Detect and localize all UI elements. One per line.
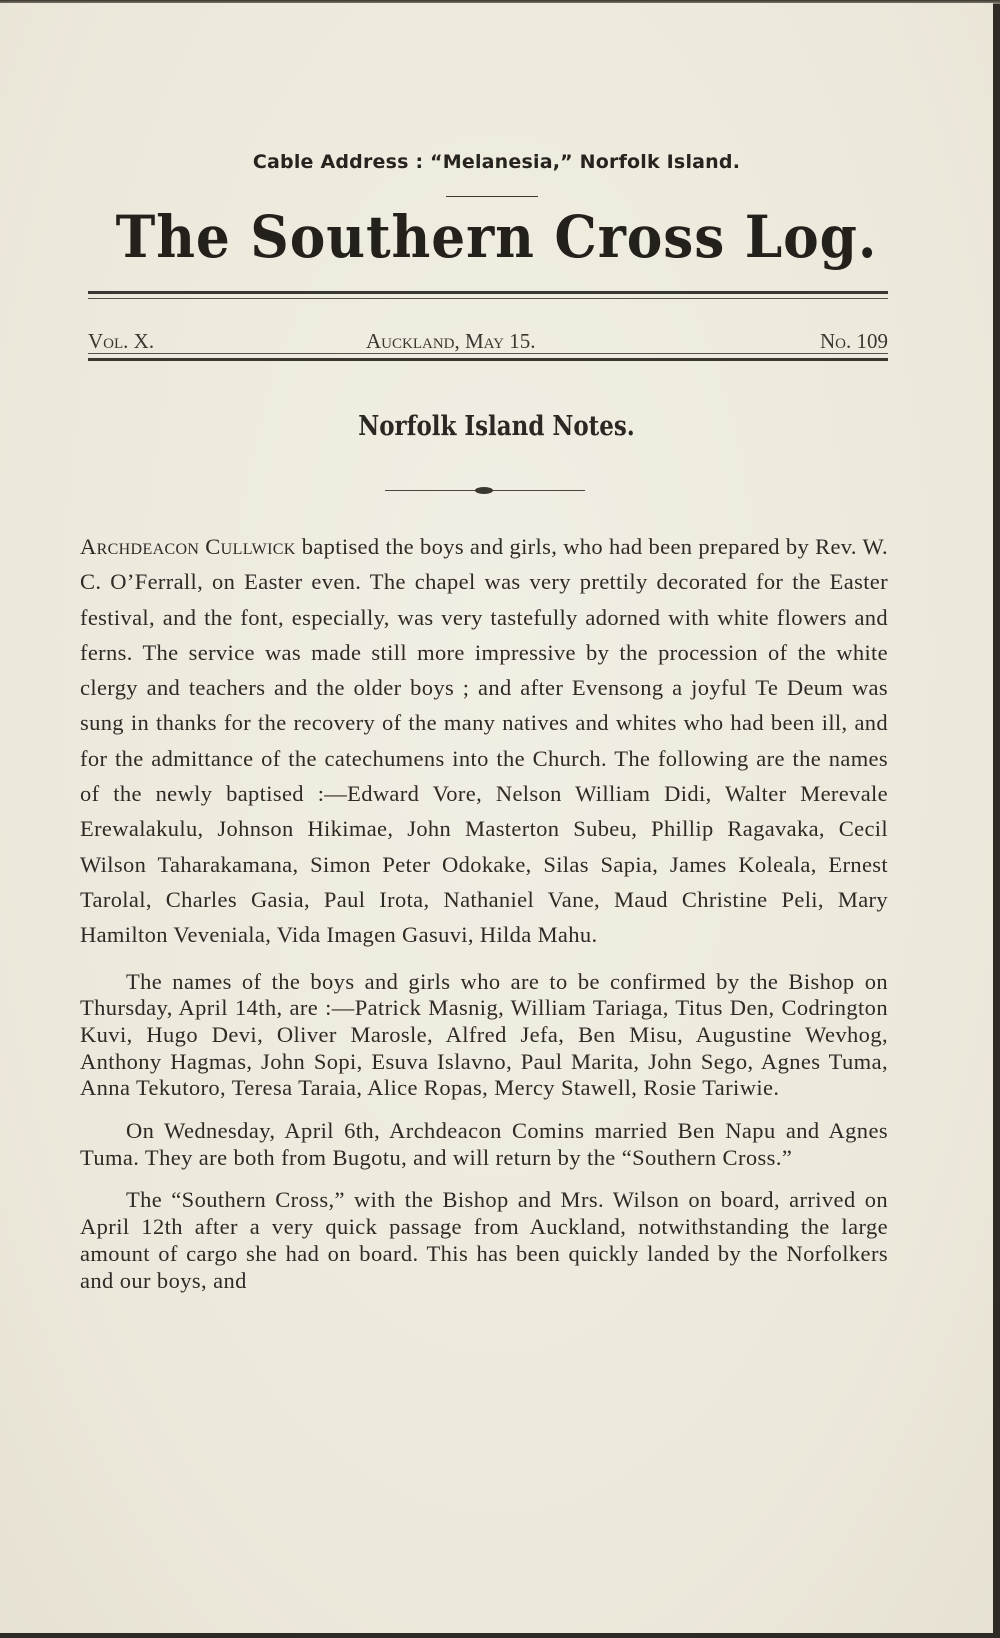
masthead-rule-thick-top (88, 291, 888, 294)
masthead-rule-thin-top (88, 298, 888, 299)
dateline-rule-thin-bottom (88, 353, 888, 354)
place-date-label: Auckland, May 15. (366, 329, 536, 353)
masthead-title: The Southern Cross Log. (115, 203, 878, 271)
short-divider-rule (446, 196, 538, 197)
cable-address: Cable Address : “Melanesia,” Norfolk Island. (252, 151, 741, 173)
document-page (0, 3, 993, 1633)
ornament-divider-icon (385, 488, 585, 494)
paragraph-baptisms (80, 529, 888, 953)
dateline (88, 329, 888, 355)
article-body (80, 529, 888, 1294)
paragraph-ship-arrival: The “Southern Cross,” with the Bishop and Mrs. Wilson on board, arrived on April 12th after a very quick passage from Auckland, notwithstanding the large amount of cargo she had on board. This has been quickly landed by the Norfolkers and our boys, and (80, 1187, 888, 1293)
paragraph-confirmations: The names of the boys and girls who are to be confirmed by the Bishop on Thursday, April 14th, are :—Patrick Masnig, William Tariaga, Titus Den, Codrington Kuvi, Hugo Devi, Oliver Marosle, Alfred Jefa, Ben Misu, Augustine Wevhog, Anthony Hagmas, John Sopi, Esuva Islavno, Paul Marita, John Sego, Agnes Tuma, Anna Tekutoro, Teresa Taraia, Alice Ropas, Mercy Stawell, Rosie Tariwie. (80, 968, 888, 1101)
issue-number-label: No. 109 (820, 329, 888, 353)
volume-label: Vol. X. (88, 329, 155, 353)
dateline-rule-thick-bottom (88, 358, 888, 361)
paragraph-lead: Archdeacon Cullwick (80, 534, 296, 559)
paragraph-marriage: On Wednesday, April 6th, Archdeacon Comins married Ben Napu and Agnes Tuma. They are both from Bugotu, and will return by the “Southern Cross.” (80, 1118, 888, 1170)
ornament-center-icon (475, 487, 493, 494)
section-title: Norfolk Island Notes. (358, 411, 635, 442)
paragraph-text: baptised the boys and girls, who had been prepared by Rev. W. C. O’Ferrall, on Easter even. The chapel was very prettily decorated for the Easter festival, and the font, especially, was very tastefully adorned with white flowers and ferns. The service was made still more impressive by the procession of the white clergy and teachers and the older boys ; and after Evensong a joyful Te Deum was sung in thanks for the recovery of the many natives and whites who had been ill, and for the admittance of the catechumens into the Church. The following are the names of the newly baptised :—Edward Vore, Nelson William Didi, Walter Merevale Erewalakulu, Johnson Hikimae, John Masterton Subeu, Phillip Ragavaka, Cecil Wilson Taharakamana, Simon Peter Odokake, Silas Sapia, James Koleala, Ernest Tarolal, Charles Gasia, Paul Irota, Nathaniel Vane, Maud Christine Peli, Mary Hamilton Veveniala, Vida Imagen Gasuvi, Hilda Mahu. (80, 534, 888, 948)
